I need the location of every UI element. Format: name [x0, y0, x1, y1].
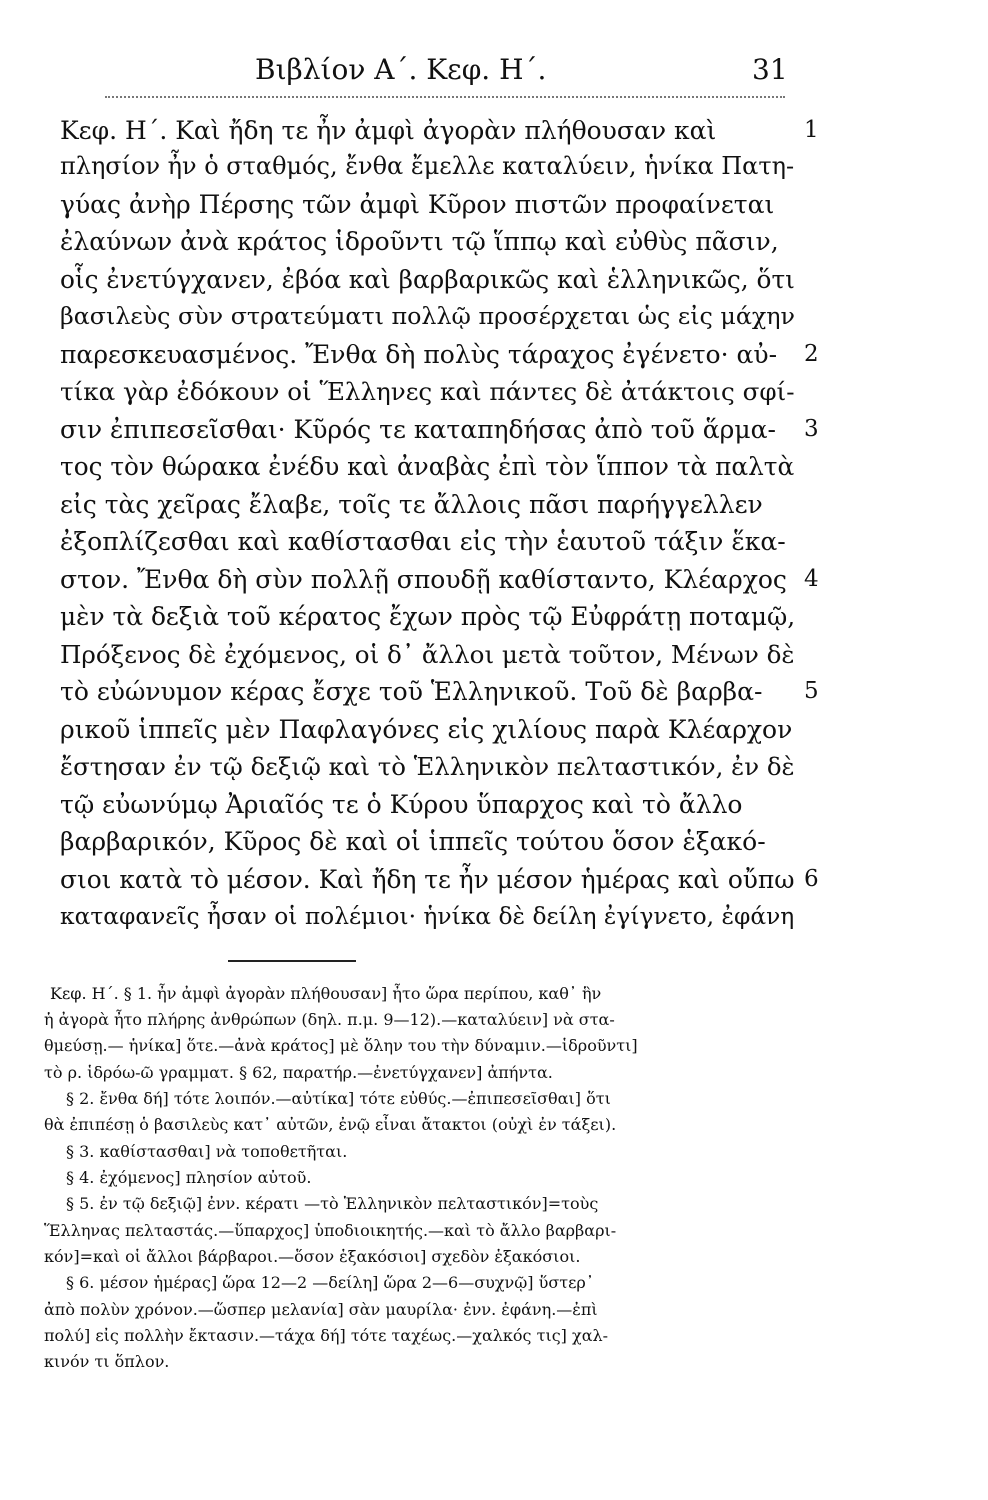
footnote-text: § 5. ἐν τῷ δεξιῷ] ἐνν. κέρατι —τὸ Ἑλληνικὸν πελταστικόν]=τοὺς: [66, 1194, 599, 1213]
footnote-text: κόν]=καὶ οἱ ἄλλοι βάρβαροι.—ὅσον ἑξακόσιοι] σχεδὸν ἑξακόσιοι.: [44, 1247, 581, 1266]
line-text: τίκα γὰρ ἐδόκουν οἱ Ἕλληνες καὶ πάντες δὲ ἀτάκτοις σφί-: [60, 377, 795, 406]
text-line: [0, 596, 988, 637]
line-text: καταφανεῖς ἦσαν οἱ πολέμιοι· ἡνίκα δὲ δείλη ἐγίγνετο, ἐφάνη: [60, 902, 795, 930]
running-header: [0, 50, 988, 90]
page-number: 31: [752, 53, 788, 86]
footnote-line: [0, 1192, 988, 1215]
line-text: μὲν τὰ δεξιὰ τοῦ κέρατος ἔχων πρὸς τῷ Εὐφράτῃ ποταμῷ,: [60, 602, 796, 631]
footnote-line: [0, 1034, 988, 1057]
footnote-rule: [228, 960, 356, 962]
line-text: ἔστησαν ἐν τῷ δεξιῷ καὶ τὸ Ἑλληνικὸν πελταστικόν, ἐν δὲ: [60, 752, 795, 781]
footnote-text: ἀπὸ πολὺν χρόνον.—ὥσπερ μελανία] σὰν μαυρίλα· ἐνν. ἐφάνη.—ἐπὶ: [44, 1300, 598, 1319]
footnote-line: [0, 1140, 988, 1163]
section-number: 2: [804, 341, 819, 367]
section-number: 3: [804, 416, 819, 442]
text-line: [0, 784, 988, 825]
line-text: ἐξοπλίζεσθαι καὶ καθίστασθαι εἰς τὴν ἑαυτοῦ τάξιν ἕκα-: [60, 527, 786, 556]
text-line: [0, 821, 988, 862]
footnote-text: θμεύσῃ.— ἡνίκα] ὅτε.—ἀνὰ κράτος] μὲ ὅλην του τὴν δύναμιν.—ἱδροῦντι]: [44, 1036, 638, 1055]
text-line: [0, 110, 988, 151]
line-text: Κεφ. Η΄. Καὶ ἤδη τε ἦν ἀμφὶ ἀγορὰν πλήθουσαν καὶ: [60, 116, 717, 145]
line-text: τῷ εὐωνύμῳ Ἀριαῖός τε ὁ Κύρου ὕπαρχος καὶ τὸ ἄλλο: [60, 790, 743, 819]
line-text: οἷς ἐνετύγχανεν, ἐβόα καὶ βαρβαρικῶς καὶ ἑλληνικῶς, ὅτι: [60, 265, 795, 294]
line-text: τος τὸν θώρακα ἐνέδυ καὶ ἀναβὰς ἐπὶ τὸν ἵππον τὰ παλτὰ: [60, 452, 795, 481]
footnote-line: [0, 1008, 988, 1031]
text-line: [0, 634, 988, 675]
text-line: [0, 409, 988, 450]
section-number: 5: [804, 678, 819, 704]
footnote-line: [0, 1271, 988, 1294]
text-line: [0, 296, 988, 337]
line-text: βαρβαρικόν, Κῦρος δὲ καὶ οἱ ἱππεῖς τούτου ὅσον ἑξακό-: [60, 827, 766, 856]
text-line: [0, 559, 988, 600]
footnote-line: [0, 1087, 988, 1110]
footnote-text: § 6. μέσον ἡμέρας] ὥρα 12—2 —δείλη] ὥρα 2—6—συχνῷ] ὕστερ᾿: [66, 1273, 594, 1292]
footnote-line: [0, 1324, 988, 1347]
section-number: 4: [804, 566, 819, 592]
text-line: [0, 521, 988, 562]
text-line: [0, 709, 988, 750]
running-title: Βιβλίον Α΄. Κεφ. Η΄.: [255, 53, 547, 86]
footnote-line: [0, 1245, 988, 1268]
text-line: [0, 259, 988, 300]
footnote-text: Κεφ. Η΄. § 1. ἦν ἀμφὶ ἀγορὰν πλήθουσαν] ἦτο ὥρα περίπου, καθ᾿ ἣν: [50, 984, 602, 1003]
header-rule: [105, 96, 785, 98]
footnote-text: ἡ ἀγορὰ ἦτο πλήρης ἀνθρώπων (δηλ. π.μ. 9—12).—καταλύειν] νὰ στα-: [44, 1010, 615, 1029]
line-text: στον. Ἔνθα δὴ σὺν πολλῇ σπουδῇ καθίσταντο, Κλέαρχος: [60, 565, 787, 594]
line-text: ἐλαύνων ἀνὰ κράτος ἱδροῦντι τῷ ἵππῳ καὶ εὐθὺς πᾶσιν,: [60, 227, 779, 256]
footnote-line: [0, 1350, 988, 1373]
footnote-text: πολύ] εἰς πολλὴν ἔκτασιν.—τάχα δή] τότε ταχέως.—χαλκός τις] χαλ-: [44, 1326, 609, 1345]
text-line: [0, 371, 988, 412]
line-text: παρεσκευασμένος. Ἔνθα δὴ πολὺς τάραχος ἐγένετο· αὐ-: [60, 340, 778, 369]
text-line: [0, 484, 988, 525]
footnote-line: [0, 1166, 988, 1189]
footnote-line: [0, 1219, 988, 1242]
footnote-line: [0, 1298, 988, 1321]
line-text: σιν ἐπιπεσεῖσθαι· Κῦρός τε καταπηδήσας ἀπὸ τοῦ ἅρμα-: [60, 415, 776, 444]
text-line: [0, 446, 988, 487]
text-line: [0, 334, 988, 375]
line-text: Πρόξενος δὲ ἐχόμενος, οἱ δ᾿ ἄλλοι μετὰ τοῦτον, Μένων δὲ: [60, 640, 795, 669]
text-line: [0, 221, 988, 262]
line-text: γύας ἀνὴρ Πέρσης τῶν ἀμφὶ Κῦρον πιστῶν προφαίνεται: [60, 190, 775, 219]
footnote-text: § 4. ἐχόμενος] πλησίον αὐτοῦ.: [66, 1168, 312, 1187]
footnote-text: § 3. καθίστασθαι] νὰ τοποθετῆται.: [66, 1142, 348, 1161]
footnote-text: § 2. ἔνθα δή] τότε λοιπόν.—αὐτίκα] τότε εὐθύς.—ἐπιπεσεῖσθαι] ὅτι: [66, 1089, 611, 1108]
line-text: βασιλεὺς σὺν στρατεύματι πολλῷ προσέρχεται ὡς εἰς μάχην: [60, 302, 795, 330]
line-text: τὸ εὐώνυμον κέρας ἔσχε τοῦ Ἑλληνικοῦ. Τοῦ δὲ βαρβα-: [60, 677, 763, 706]
line-text: σιοι κατὰ τὸ μέσον. Καὶ ἤδη τε ἦν μέσον ἡμέρας καὶ οὔπω: [60, 865, 795, 894]
footnote-text: Ἕλληνας πελταστάς.—ὕπαρχος] ὑποδιοικητής.—καὶ τὸ ἄλλο βαρβαρι-: [44, 1221, 617, 1240]
text-line: [0, 184, 988, 225]
line-text: ρικοῦ ἱππεῖς μὲν Παφλαγόνες εἰς χιλίους παρὰ Κλέαρχον: [60, 715, 793, 744]
footnote-text: τὸ ρ. ἱδρόω-ῶ γραμματ. § 62, παρατήρ.—ἐνετύγχανεν] ἀπήντα.: [44, 1063, 553, 1082]
text-line: [0, 671, 988, 712]
line-text: πλησίον ἦν ὁ σταθμός, ἔνθα ἔμελλε καταλύειν, ἡνίκα Πατη-: [60, 152, 795, 180]
footnote-line: [0, 1061, 988, 1084]
footnote-text: κινόν τι ὅπλον.: [44, 1352, 170, 1371]
text-line: [0, 146, 988, 187]
text-line: [0, 896, 988, 937]
footnote-line: [0, 1113, 988, 1136]
line-text: εἰς τὰς χεῖρας ἔλαβε, τοῖς τε ἄλλοις πᾶσι παρήγγελλεν: [60, 490, 763, 519]
text-line: [0, 746, 988, 787]
text-line: [0, 859, 988, 900]
footnote-line: [0, 982, 988, 1005]
footnote-text: θὰ ἐπιπέσῃ ὁ βασιλεὺς κατ᾿ αὐτῶν, ἐνῷ εἶναι ἄτακτοι (οὐχὶ ἐν τάξει).: [44, 1115, 617, 1134]
section-number: 1: [804, 117, 819, 143]
section-number: 6: [804, 866, 819, 892]
